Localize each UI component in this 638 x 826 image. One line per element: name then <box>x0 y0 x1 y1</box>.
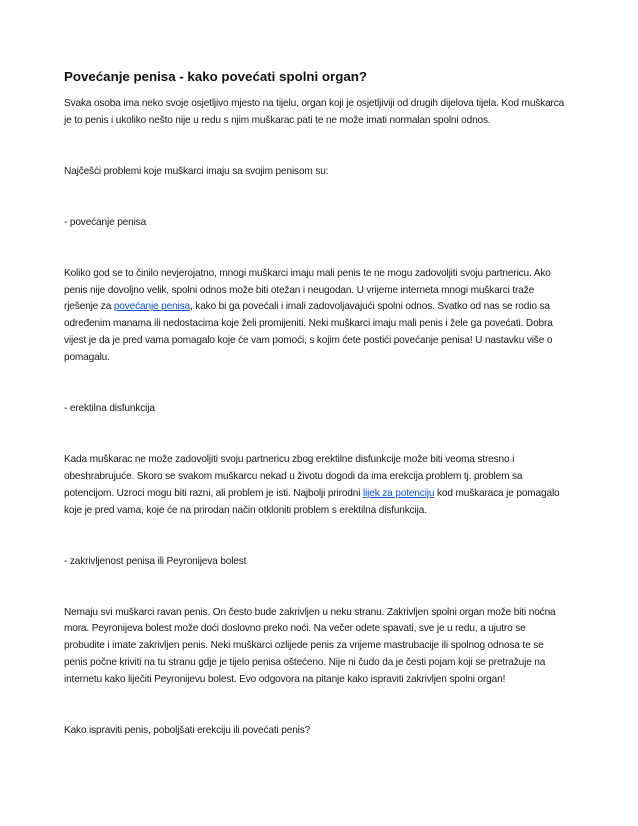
spacer <box>64 181 568 215</box>
potency-remedy-link[interactable]: lijek za potenciju <box>362 487 435 499</box>
paragraph-text: Kada muškarac ne može zadovoljiti svoju partnericu zbog erektilne disfunkcije može biti veoma stresno i obeshrabrujuće. Skoro se svakom muškarcu nekad u životu dogodi da ima erekcija problem tj. problem sa potencijom. Uzroci mogu biti razni, ali problem je isti. Najbolji prirodni <box>64 453 523 499</box>
penis-enlargement-link[interactable]: povećanje penisa <box>113 301 190 313</box>
paragraph-text: Koliko god se to činilo nevjerojatno, mnogi muškarci imaju mali penis te ne mogu zadovoljiti svoju partnericu. Ako penis nije dovoljno velik, spolni odnos može biti otežan i neugodan. U vrijeme interneta mnogi muškarci traže rješenje za <box>64 267 551 313</box>
spacer <box>64 520 568 554</box>
document-title: Povećanje penisa - kako povećati spolni organ? <box>64 69 367 84</box>
spacer <box>64 130 568 164</box>
section-paragraph-erectile-dysfunction <box>64 452 568 520</box>
spacer <box>64 418 568 452</box>
document-page <box>64 68 568 740</box>
section-paragraph-enlargement <box>64 266 568 367</box>
spacer <box>64 571 568 605</box>
spacer <box>64 367 568 401</box>
problems-heading: Najčešći problemi koje muškarci imaju sa svojim penisom su: <box>64 165 329 177</box>
section-heading-enlargement: - povećanje penisa <box>64 216 147 228</box>
spacer <box>64 232 568 266</box>
spacer <box>64 689 568 723</box>
closing-question: Kako ispraviti penis, poboljšati erekciju ili povećati penis? <box>64 725 311 737</box>
section-paragraph-curvature: Nemaju svi muškarci ravan penis. On često bude zakrivljen u neku stranu. Zakrivljen spolni organ može biti noćna mora. Peyronijeva bolest može doći doslovno preko noći. Na večer odete spavati, sve je u redu, a ujutro se probudite i imate zakrivljen penis. Neki muškarci ozlijede penis za vrijeme mastrubacije ili spolnog odnosa te se penis počne kriviti na tu stranu gdje je tijelo penisa oštećeno. Nije ni čudo da je česti pojam koji se pretražuje na internetu kako liječiti Peyronijevu bolest. Evo odgovora na pitanje kako ispraviti zakrivljen spolni organ! <box>64 606 556 686</box>
paragraph-text: , kako bi ga povećali i imali zadovoljavajući spolni odnos. Svatko od nas se rodio sa određenim manama ili nedostacima koje želi promijeniti. Neki muškarci imaju mali penis i žele ga povećati. Dobra vijest je da je pred vama pomagalo koje će vam pomoći, s kojim ćete postići povećanje penisa! U nastavku više o pomagalu. <box>64 301 553 364</box>
intro-paragraph: Svaka osoba ima neko svoje osjetljivo mjesto na tijelu, organ koji je osjetljiviji od drugih dijelova tijela. Kod muškarca je to penis i ukoliko nešto nije u redu s njim muškarac pati te ne može imati normalan spolni odnos. <box>64 98 565 126</box>
section-heading-erectile-dysfunction: - erektilna disfunkcija <box>64 403 155 415</box>
paragraph-text: kod muškaraca je pomagalo koje je pred vama, koje će na prirodan način otkloniti problem s erektilna disfunkcija. <box>64 487 560 516</box>
section-heading-curvature: - zakrivljenost penisa ili Peyronijeva bolest <box>64 555 247 567</box>
